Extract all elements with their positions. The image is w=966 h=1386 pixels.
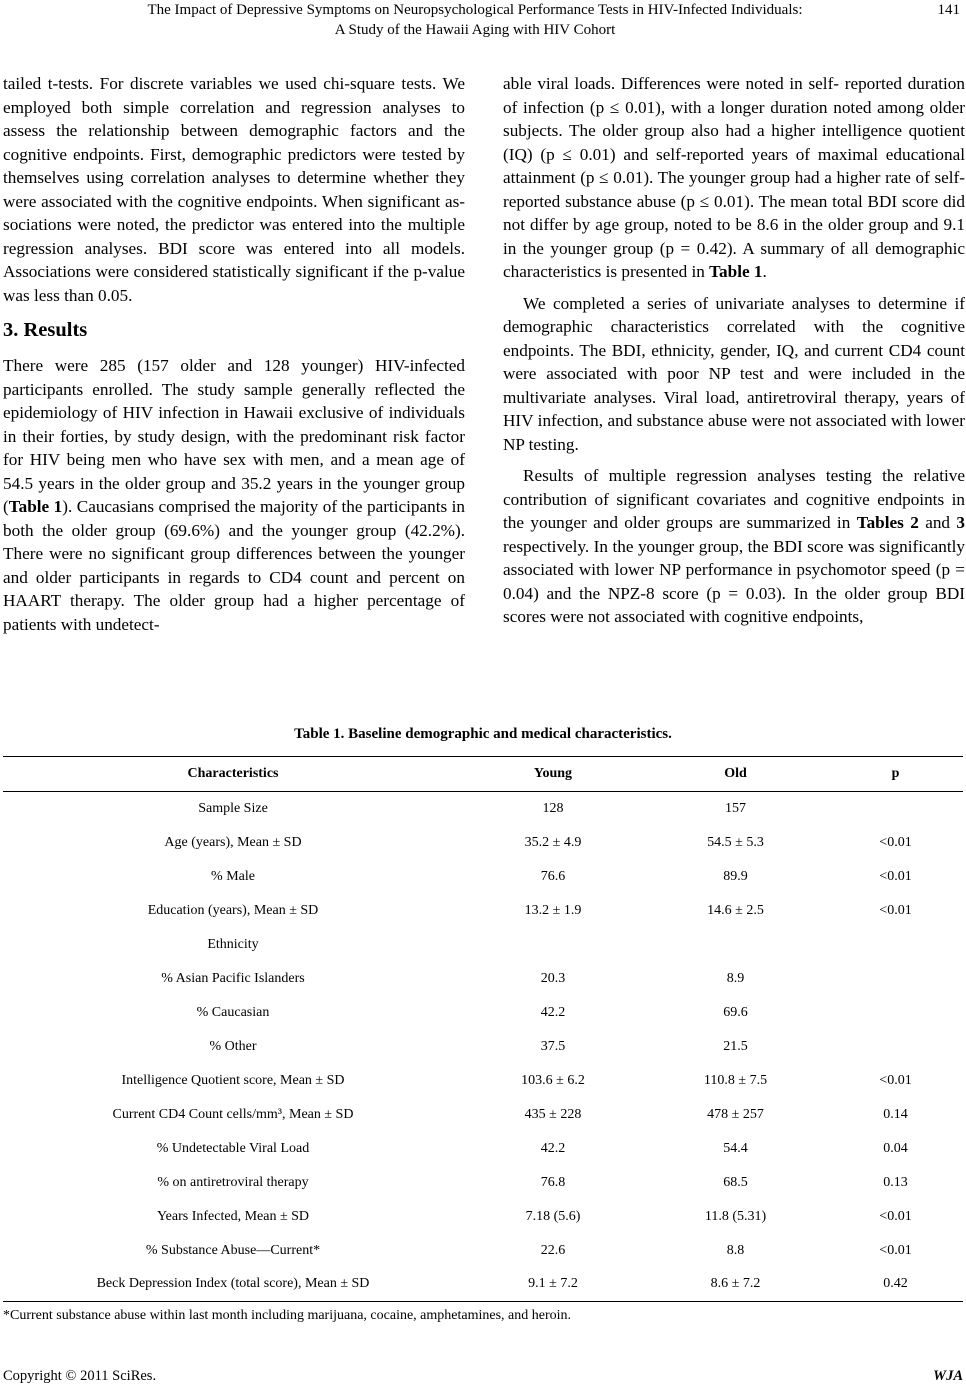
table-reference: Table 1 bbox=[8, 497, 63, 516]
column-header: Young bbox=[533, 766, 573, 781]
table-row bbox=[3, 1132, 963, 1166]
column-header: p bbox=[891, 766, 900, 781]
results-paragraph-4 bbox=[503, 464, 965, 629]
table-cell: 13.2 ± 1.9 bbox=[524, 902, 582, 918]
table-cell bbox=[643, 928, 828, 962]
table-cell: 69.6 bbox=[723, 1004, 748, 1020]
page-number: 141 bbox=[937, 2, 960, 18]
table-cell: Current CD4 Count cells/mm³, Mean ± SD bbox=[112, 1106, 354, 1122]
table-cell: 478 ± 257 bbox=[707, 1106, 764, 1122]
column-header: Old bbox=[724, 766, 747, 781]
table-cell: 8.9 bbox=[726, 970, 745, 986]
methods-paragraph: tailed t-tests. For discrete variables we used chi-square tests. We employed both simple correlation and regression analyses to assess the relationship between demographic factors and the cognitive endpoints. First, demographic predictors were tested by themselves using correlation analyses to determine whether they were associated with the cognitive endpoints. When significant associations were noted, the predictor was entered into the multiple regression analyses. BDI score was entered into all models. Associations were considered statistically significant if the p-value was less than 0.05. bbox=[3, 74, 465, 305]
table-cell: 37.5 bbox=[540, 1038, 566, 1054]
table-cell: Sample Size bbox=[198, 800, 268, 816]
text-run: respectively. In the younger group, the BDI score was significantly associated with lower NP performance in psychomotor speed (p = 0.04) and the NPZ-8 score (p = 0.03). In the older group BDI scores were not associated with cognitive endpoints, bbox=[503, 536, 965, 626]
table-cell: 8.6 ± 7.2 bbox=[710, 1276, 761, 1292]
table-row bbox=[3, 826, 963, 860]
table-cell: Education (years), Mean ± SD bbox=[147, 902, 319, 918]
table-cell: Intelligence Quotient score, Mean ± SD bbox=[121, 1072, 345, 1088]
table-row bbox=[3, 1268, 963, 1302]
table-cell bbox=[828, 996, 963, 1030]
table-cell: % Other bbox=[209, 1038, 257, 1054]
table-row bbox=[3, 1200, 963, 1234]
table-cell: 157 bbox=[725, 800, 746, 816]
table-cell bbox=[828, 962, 963, 996]
table-cell: 76.6 bbox=[540, 868, 566, 884]
table-row bbox=[3, 962, 963, 996]
results-paragraph-3: We completed a series of univariate analyses to determine if demographic characteristics correlated with the cognitive endpoints. The BDI, ethnicity, gender, IQ, and current CD4 count were associated with poor NP test and were included in the multivariate analyses. Viral load, antiretroviral therapy, years of HIV infection, and substance abuse were not associated with lower NP testing. bbox=[503, 293, 965, 454]
table-cell: <0.01 bbox=[879, 868, 912, 884]
table-cell: 11.8 (5.31) bbox=[704, 1208, 767, 1224]
table-cell: 7.18 (5.6) bbox=[525, 1208, 581, 1224]
table-cell: Beck Depression Index (total score), Mean ± SD bbox=[96, 1276, 370, 1292]
table-cell: 0.14 bbox=[883, 1106, 908, 1122]
table-cell: 76.8 bbox=[540, 1174, 566, 1190]
table-cell: 22.6 bbox=[540, 1242, 566, 1258]
running-title-line-1: The Impact of Depressive Symptoms on Neuropsychological Performance Tests in HIV-Infected Individuals: bbox=[147, 2, 803, 18]
table-row bbox=[3, 1098, 963, 1132]
table-cell: <0.01 bbox=[879, 1208, 912, 1224]
running-title bbox=[60, 0, 890, 40]
table-cell: Age (years), Mean ± SD bbox=[164, 834, 302, 850]
section-heading-results: 3. Results bbox=[3, 319, 88, 341]
column-header: Characteristics bbox=[187, 766, 279, 781]
table-cell: 54.5 ± 5.3 bbox=[707, 834, 764, 850]
table-cell: 0.13 bbox=[883, 1174, 908, 1190]
table-cell: % Substance Abuse—Current* bbox=[145, 1242, 321, 1258]
table-cell: 54.4 bbox=[723, 1140, 748, 1156]
table-cell: 35.2 ± 4.9 bbox=[524, 834, 582, 850]
table-caption: Table 1. Baseline demographic and medical characteristics. bbox=[294, 726, 672, 742]
table-cell: 21.5 bbox=[723, 1038, 748, 1054]
table-cell: 20.3 bbox=[540, 970, 566, 986]
table-cell: 9.1 ± 7.2 bbox=[528, 1276, 578, 1292]
table-cell: <0.01 bbox=[879, 1242, 912, 1258]
table-cell: % Caucasian bbox=[196, 1004, 270, 1020]
table-cell: 0.42 bbox=[883, 1276, 908, 1292]
table-row bbox=[3, 894, 963, 928]
table-cell: % Undetectable Viral Load bbox=[156, 1140, 310, 1156]
table-cell: % on antiretroviral therapy bbox=[157, 1174, 309, 1190]
table-row bbox=[3, 996, 963, 1030]
left-column bbox=[3, 72, 465, 636]
table-row bbox=[3, 928, 963, 962]
table-cell: <0.01 bbox=[879, 902, 912, 918]
table-reference: 3 bbox=[956, 513, 965, 532]
table-cell bbox=[828, 928, 963, 962]
table-cell: % Asian Pacific Islanders bbox=[161, 970, 305, 986]
table-cell: Years Infected, Mean ± SD bbox=[156, 1208, 310, 1224]
table-footnote: *Current substance abuse within last month including marijuana, cocaine, amphetamines, and heroin. bbox=[3, 1308, 572, 1323]
table-cell: 110.8 ± 7.5 bbox=[703, 1072, 768, 1088]
table-cell: Ethnicity bbox=[207, 936, 259, 952]
journal-abbreviation: WJA bbox=[933, 1368, 963, 1384]
table-row bbox=[3, 1064, 963, 1098]
table-cell bbox=[828, 1030, 963, 1064]
table-body bbox=[3, 792, 963, 1302]
table-cell: 68.5 bbox=[723, 1174, 748, 1190]
table-cell: <0.01 bbox=[879, 1072, 912, 1088]
table-cell: 128 bbox=[542, 800, 564, 816]
table-cell: <0.01 bbox=[879, 834, 912, 850]
table-row bbox=[3, 792, 963, 826]
text-run: and bbox=[918, 513, 957, 532]
table-cell: % Male bbox=[211, 868, 255, 884]
demographics-table bbox=[3, 756, 963, 1302]
running-title-line-2: A Study of the Hawaii Aging with HIV Cohort bbox=[334, 22, 616, 38]
table-row bbox=[3, 1030, 963, 1064]
text-run: Results of multiple regression analyses testing the relative contribution of significant covariates and cognitive endpoints in the younger and older groups are summarized in bbox=[503, 466, 965, 532]
table-cell: 8.8 bbox=[726, 1242, 745, 1258]
running-header bbox=[0, 0, 966, 44]
right-column bbox=[503, 72, 965, 629]
table-cell bbox=[828, 792, 963, 826]
table-row bbox=[3, 1234, 963, 1268]
text-run: . bbox=[762, 262, 767, 281]
table-cell: 89.9 bbox=[723, 868, 748, 884]
table-cell: 0.04 bbox=[883, 1140, 908, 1156]
table-header-row bbox=[3, 757, 963, 792]
text-run: ). Caucasians comprised the majority of the participants in both the older group (69.6%) and the younger group (42.2%). There were no significant group differences between the younger and older participants in regards to CD4 count and percent on HAART therapy. The older group had a higher percentage of patients with undetect- bbox=[3, 497, 466, 634]
table-cell: 435 ± 228 bbox=[524, 1106, 582, 1122]
text-run: able viral loads. Differences were noted in self- reported duration of infection (p ≤ 0.01), with a longer duration noted among older subjects. The older group also had a higher intelligence quotient (IQ) (p ≤ 0.01) and self-reported years of maximal educational attainment (p ≤ 0.01). The younger group had a higher rate of self-reported substance abuse (p ≤ 0.01). The mean total BDI score did not differ by age group, noted to be 8.6 in the older group and 9.1 in the younger group (p = 0.42). A summary of all demographic characteristics is presented in bbox=[503, 74, 965, 281]
results-paragraph-1 bbox=[3, 354, 465, 636]
table-reference: Tables 2 bbox=[856, 513, 919, 532]
table-cell: 42.2 bbox=[540, 1004, 566, 1020]
results-paragraph-2 bbox=[503, 72, 965, 284]
table-row bbox=[3, 860, 963, 894]
text-run: There were 285 (157 older and 128 younger) HIV-infected participants enrolled. The study sample generally reflected the epidemiology of HIV infection in Hawaii exclusive of individuals in their forties, by study design, with the predominant risk factor for HIV being men who have sex with men, and a mean age of 54.5 years in the older group and 35.2 years in the younger group ( bbox=[3, 356, 465, 516]
table-row bbox=[3, 1166, 963, 1200]
table-cell: 14.6 ± 2.5 bbox=[707, 902, 764, 918]
table-reference: Table 1 bbox=[709, 262, 763, 281]
table-cell bbox=[463, 928, 643, 962]
table-cell: 42.2 bbox=[540, 1140, 566, 1156]
table-cell: 103.6 ± 6.2 bbox=[521, 1072, 585, 1088]
copyright-notice: Copyright © 2011 SciRes. bbox=[3, 1368, 157, 1384]
